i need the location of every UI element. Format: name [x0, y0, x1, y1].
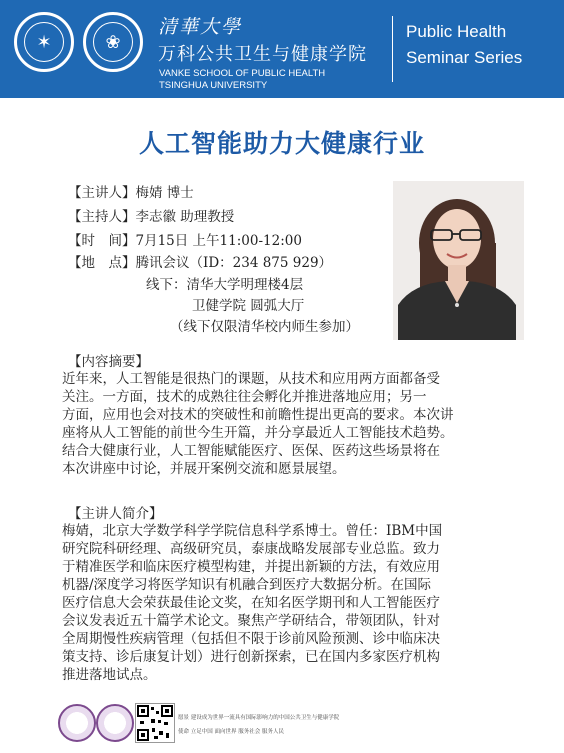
- school-name-cn: 万科公共卫生与健康学院: [158, 44, 367, 65]
- school-name-en-line1: VANKE SCHOOL OF PUBLIC HEALTH: [159, 68, 326, 79]
- qr-code-icon: [136, 704, 174, 742]
- bio-line: 研究院科研经理、高级研究员，泰康战略发展部专业总监。致力: [62, 541, 440, 557]
- series-title-line1: Public Health: [406, 22, 507, 41]
- abstract-line: 方面，应用也会对技术的突破性和前瞻性提出更高的要求。本次讲: [62, 407, 454, 423]
- bio-line: 梅婧，北京大学数学科学学院信息科学系博士。曾任：IBM中国: [62, 523, 443, 539]
- university-calligraphy: 清華大學: [158, 16, 243, 38]
- abstract-line: 关注。一方面，技术的成熟往往会孵化并推进落地应用；另一: [62, 389, 427, 405]
- series-title-line2: Seminar Series: [406, 48, 523, 67]
- offline-location-line1: 线下：清华大学明理楼4层: [146, 277, 304, 293]
- abstract-line: 座将从人工智能的前世今生开篇，并分享最近人工智能技术趋势。: [62, 425, 454, 441]
- abstract-body: [62, 370, 510, 478]
- location-line: 【地 点】腾讯会议（ID：234 875 929）: [68, 255, 333, 271]
- host-line: 【主持人】李志徽 助理教授: [68, 209, 235, 225]
- seal-leaf-icon: ❀: [93, 22, 133, 62]
- abstract-heading: 【内容摘要】: [68, 354, 149, 370]
- bio-line: 于精准医学和临床医疗模型构建，并提出新颖的方法，有效应用: [62, 559, 440, 575]
- bio-line: 策支持、诊后康复计划）进行创新探索，已在国内多家医疗机构: [62, 649, 440, 665]
- offline-note: （线下仅限清华校内师生参加）: [170, 319, 359, 335]
- seal-emblem-icon: ✶: [24, 22, 64, 62]
- bio-line: 全周期慢性疾病管理（包括但不限于诊前风险预测、诊中临床决: [62, 631, 440, 647]
- vanke-school-seal-logo: [83, 12, 143, 72]
- abstract-line: 本次讲座中讨论，并展开案例交流和愿景展望。: [62, 461, 346, 477]
- bio-heading: 【主讲人简介】: [68, 506, 163, 522]
- footer-vision: 愿景 建设成为世界一流具有国际影响力的中国公共卫生与健康学院: [178, 715, 340, 721]
- speaker-line: 【主讲人】梅婧 博士: [68, 185, 194, 201]
- tsinghua-seal-logo: [14, 12, 74, 72]
- time-line: 【时 间】7月15日 上午11:00-12:00: [68, 233, 302, 249]
- footer-mission: 使命 立足中国 面向世界 服务社会 服务人民: [178, 729, 284, 735]
- offline-location-line2: 卫健学院 圆弧大厅: [192, 298, 305, 314]
- bio-line: 机器/深度学习将医学知识有机融合到医疗大数据分析。在国际: [62, 577, 432, 593]
- abstract-line: 结合大健康行业，人工智能赋能医疗、医保、医药这些场景将在: [62, 443, 440, 459]
- seminar-title: 人工智能助力大健康行业: [138, 129, 425, 158]
- bio-body: [62, 522, 510, 684]
- school-name-en-line2: TSINGHUA UNIVERSITY: [159, 80, 268, 91]
- bio-line: 推进落地试点。: [62, 667, 157, 683]
- header-banner: [0, 0, 564, 98]
- speaker-portrait-illustration: [393, 181, 524, 340]
- speaker-photo: [393, 181, 524, 340]
- bio-line: 医疗信息大会荣获最佳论文奖，在知名医学期刊和人工智能医疗: [62, 595, 440, 611]
- qr-code[interactable]: [135, 703, 175, 743]
- header-divider: [392, 16, 393, 82]
- abstract-line: 近年来，人工智能是很热门的课题，从技术和应用两方面都备受: [62, 371, 440, 387]
- bio-line: 会议发表近五十篇学术论文。聚焦产学研结合，带领团队，针对: [62, 613, 440, 629]
- footer-school-seal: [96, 704, 134, 742]
- footer-tsinghua-seal: [58, 704, 96, 742]
